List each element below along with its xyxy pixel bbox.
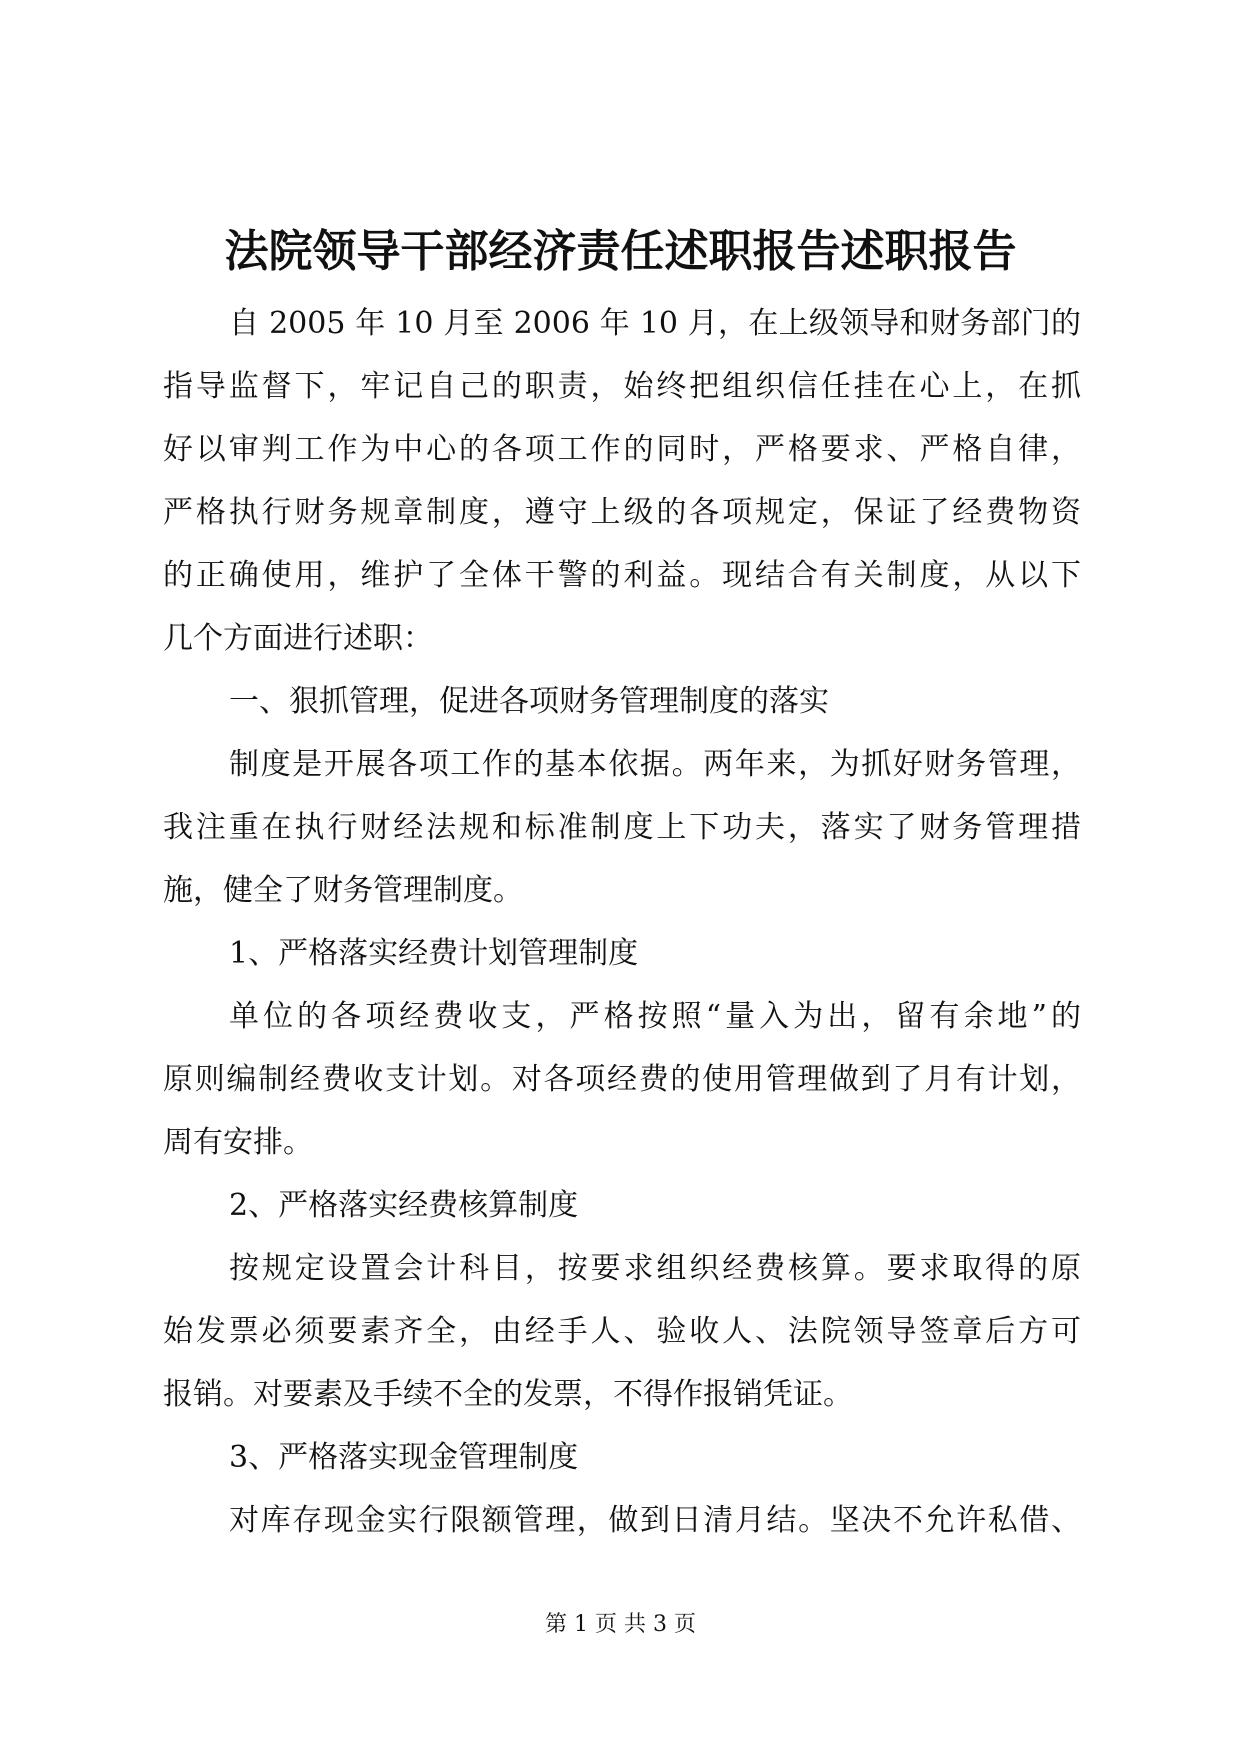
text-line: 原则编制经费收支计划。对各项经费的使用管理做到了月有计划， <box>163 1062 1081 1097</box>
text-line: 1、严格落实经费计划管理制度 <box>229 936 639 971</box>
text-line: 的正确使用，维护了全体干警的利益。现结合有关制度，从以下 <box>163 558 1081 593</box>
document-body <box>163 292 1081 1552</box>
text-line: 按规定设置会计科目，按要求组织经费核算。要求取得的原 <box>229 1251 1081 1286</box>
text-line: 2、严格落实经费核算制度 <box>229 1188 579 1223</box>
text-line: 自 2005 年 10 月至 2006 年 10 月，在上级领导和财务部门的 <box>229 306 1081 341</box>
text-line: 周有安排。 <box>163 1125 313 1160</box>
page-footer: 第 1 页 共 3 页 <box>545 1612 696 1637</box>
text-line: 我注重在执行财经法规和标准制度上下功夫，落实了财务管理措 <box>163 810 1081 845</box>
text-line: 严格执行财务规章制度，遵守上级的各项规定，保证了经费物资 <box>163 495 1081 530</box>
text-line: 始发票必须要素齐全，由经手人、验收人、法院领导签章后方可 <box>163 1314 1081 1349</box>
text-line: 几个方面进行述职： <box>163 621 433 656</box>
text-line: 报销。对要素及手续不全的发票，不得作报销凭证。 <box>163 1377 853 1412</box>
text-line: 对库存现金实行限额管理，做到日清月结。坚决不允许私借、 <box>229 1503 1081 1538</box>
text-line: 单位的各项经费收支，严格按照“量入为出，留有余地”的 <box>229 999 1081 1034</box>
text-line: 3、严格落实现金管理制度 <box>229 1440 579 1475</box>
text-line: 制度是开展各项工作的基本依据。两年来，为抓好财务管理， <box>229 747 1081 782</box>
text-line: 指导监督下，牢记自己的职责，始终把组织信任挂在心上，在抓 <box>163 369 1081 404</box>
text-line: 好以审判工作为中心的各项工作的同时，严格要求、严格自律， <box>163 432 1081 467</box>
document-title: 法院领导干部经济责任述职报告述职报告 <box>224 226 1017 277</box>
text-line: 一、狠抓管理，促进各项财务管理制度的落实 <box>229 684 829 719</box>
text-line: 施，健全了财务管理制度。 <box>163 873 523 908</box>
